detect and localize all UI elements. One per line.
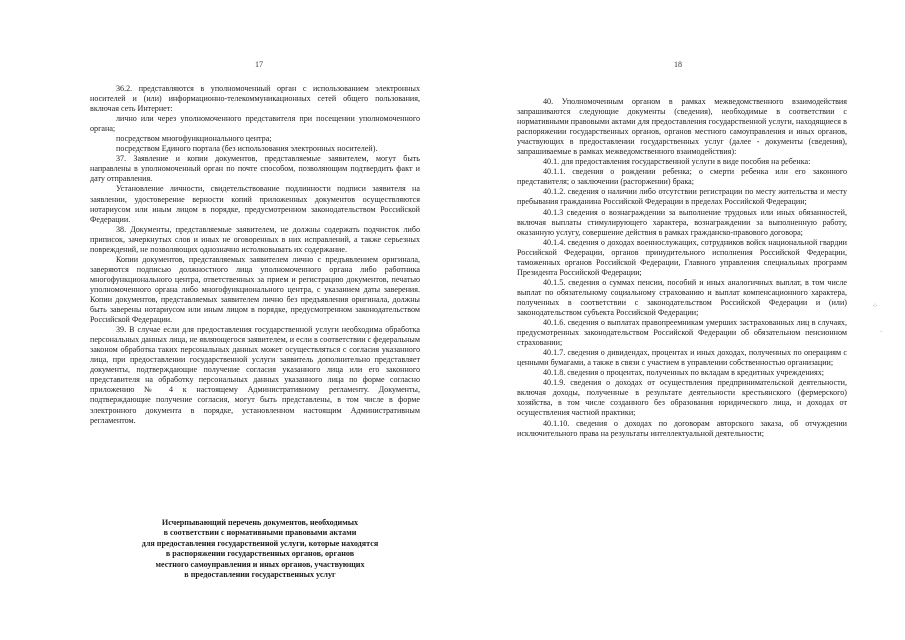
paragraph: 40.1.5. сведения о суммах пенсии, пособий и иных аналогичных выплат, в том числе выплат по обязательному социальному страхованию и выплат компенсационного характера, полученных в соответствии с законодательством Российской Федерации и (или) законодательством субъекта Российской Федерации;: [517, 277, 847, 317]
left-body-text: [90, 84, 420, 426]
paragraph: 40.1. для предоставления государственной услуги в виде пособия на ребенка:: [543, 157, 811, 167]
scan-speck-mark: ⁘: [872, 302, 879, 310]
paragraph: Установление личности, свидетельствование подлинности подписи заявителя на заявлении, удостоверение верности копий приложенных документов осуществляются нотариусом или иным лицом в порядке, предусмотренном законодательством Российской Федерации.: [90, 184, 420, 224]
paragraph: 40.1.2. сведения о наличии либо отсутствии регистрации по месту жительства и месту пребывания гражданина Российской Федерации в пределах Российской Федерации;: [517, 187, 847, 207]
scan-speck-mark: ·: [880, 328, 884, 336]
paragraph: 40.1.8. сведения о процентах, полученных по вкладам в кредитных учреждениях;: [543, 368, 825, 378]
page-number: 18: [674, 60, 682, 69]
heading-line: местного самоуправления и иных органов, участвующих: [155, 559, 365, 569]
section-heading: [100, 518, 420, 580]
left-page: [0, 0, 452, 640]
heading-line: Исчерпывающий перечень документов, необходимых: [161, 518, 359, 527]
right-body-text: [517, 97, 847, 439]
heading-line: в распоряжении государственных органов, органов: [165, 549, 355, 559]
heading-line: в предоставлении государственных услуг: [184, 570, 336, 580]
right-page: [452, 0, 905, 640]
paragraph: 40.1.3 сведения о вознаграждении за выполнение трудовых или иных обязанностей, включая выплаты стимулирующего характера, вознаграждении за выполненную работу, оказанную услугу, совершение действия в рамках гражданско-правового договора;: [517, 207, 847, 237]
paragraph: 40.1.4. сведения о доходах военнослужащих, сотрудников войск национальной гвардии Российской Федерации, органов принудительного исполнения Российской Федерации, таможенных органов Российской Федерации, Главного управления специальных программ Президента Российской Федерации;: [517, 237, 847, 277]
paragraph: 40.1.7. сведения о дивидендах, процентах и иных доходах, полученных по операциям с ценными бумагами, а также в связи с участием в управлении собственностью организации;: [517, 348, 847, 368]
paragraph: 36.2. представляются в уполномоченный орган с использованием электронных носителей и (или) информационно-телекоммуникационных сетей общего пользования, включая сеть Интернет:: [90, 84, 420, 114]
paragraph: 38. Документы, представляемые заявителем, не должны содержать подчисток либо приписок, зачеркнутых слов и иных не оговоренных в них исправлений, а также серьезных повреждений, не позволяющих однозначно истолковывать их содержание.: [90, 224, 420, 254]
page-number: 17: [255, 60, 263, 69]
paragraph: 40.1.9. сведения о доходах от осуществления предпринимательской деятельности, включая доходы, полученные в результате деятельности крестьянского (фермерского) хозяйства, в том числе созданного без образования юридического лица, и доходах от осуществления частной практики;: [517, 378, 847, 418]
paragraph: 40.1.6. сведения о выплатах правопреемникам умерших застрахованных лиц в случаях, предусмотренных законодательством Российской Федерации об обязательном пенсионном страховании;: [517, 318, 847, 348]
heading-line: для предоставления государственной услуги, которые находятся: [141, 538, 379, 548]
paragraph: Копии документов, представляемых заявителем лично с предъявлением оригинала, заверяются подписью должностного лица уполномоченного органа либо работника многофункционального центра, ответственных за прием и регистрацию документов, печатью уполномоченного органа либо многофункционального центра, с указанием даты заверения. Копии документов, представляемых заявителем лично без предъявления оригинала, должны быть заверены нотариусом или иным лицом в порядке, предусмотренном законодательством Российской Федерации.: [90, 254, 420, 325]
paragraph: 40.1.10. сведения о доходах по договорам авторского заказа, об отчуждении исключительного права на результаты интеллектуальной деятельности;: [517, 418, 847, 438]
paragraph: 40. Уполномоченным органом в рамках межведомственного взаимодействия запрашиваются следующие документы (сведения), необходимые в соответствии с нормативными правовыми актами для предоставления государственной услуги, находящиеся в распоряжении государственных органов, органов местного самоуправления и иных органов, участвующих в предоставлении государственных услуг (далее - документы (сведения), запрашиваемые в рамках межведомственного взаимодействия):: [517, 97, 847, 157]
paragraph: лично или через уполномоченного представителя при посещении уполномоченного органа;: [90, 114, 420, 134]
paragraph: посредством многофункционального центра;: [116, 134, 272, 144]
paragraph: 39. В случае если для предоставления государственной услуги необходима обработка персональных данных лица, не являющегося заявителем, и если в соответствии с федеральным законом обработка таких персональных данных может осуществляться с согласия указанного лица, при предоставлении государственной услуги заявитель дополнительно представляет документы, подтверждающие получение согласия указанного лица или его законного представителя на обработку персональных данных указанного лица по форме согласно приложению № 4 к настоящему Административному регламенту. Документы, подтверждающие получение согласия, могут быть представлены, в том числе в форме электронного документа в порядке, установленном настоящим Административным регламентом.: [90, 325, 420, 425]
paragraph: 37. Заявление и копии документов, представляемые заявителем, могут быть направлены в уполномоченный орган по почте способом, позволяющим подтвердить факт и дату отправления.: [90, 154, 420, 184]
paragraph: посредством Единого портала (без использования электронных носителей).: [116, 144, 378, 154]
heading-line: в соответствии с нормативными правовыми актами: [163, 528, 357, 538]
paragraph: 40.1.1. сведения о рождении ребенка; о смерти ребенка или его законного представителя; о заключении (расторжении) брака;: [517, 167, 847, 187]
